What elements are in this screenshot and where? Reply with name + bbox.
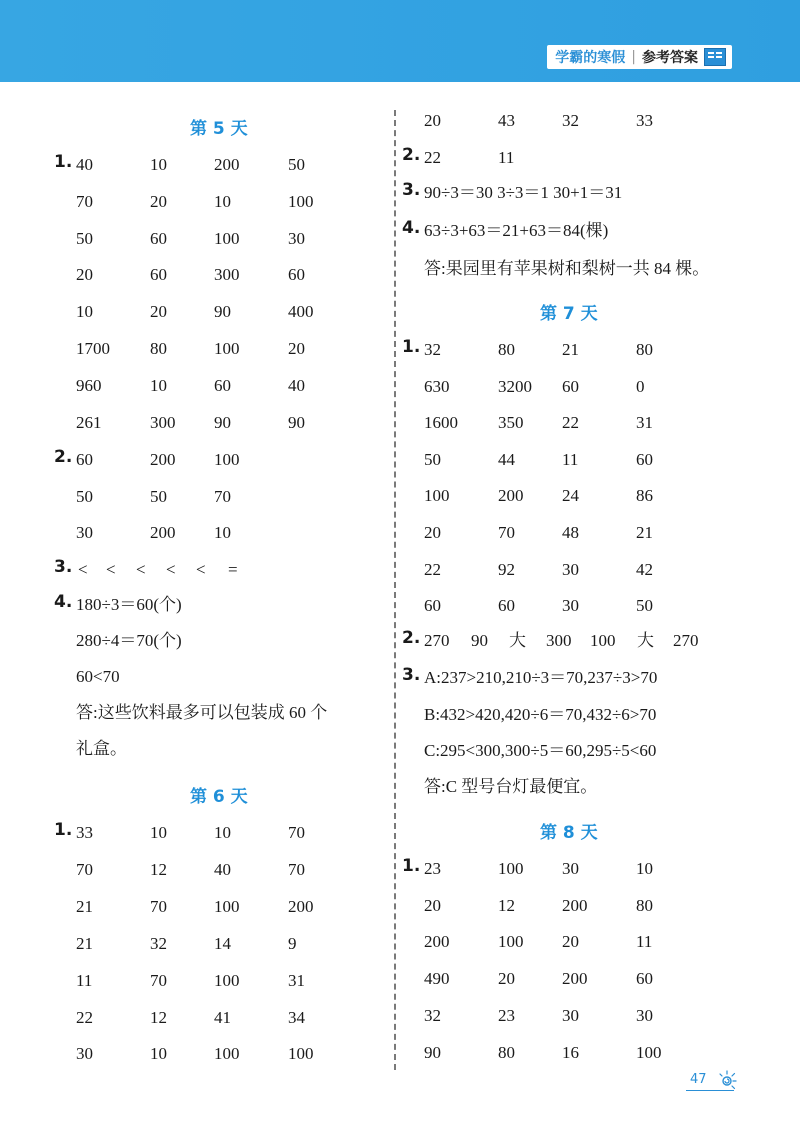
answer-cell: 400 [288,302,314,322]
answer-cell: 20 [150,191,167,211]
answer-cell: 12 [150,1007,167,1027]
answer-cell: 50 [150,486,167,506]
answer-cell: 10 [636,859,653,878]
answer-cell: 41 [214,1007,231,1027]
answer-cell: 200 [498,486,524,506]
answer-cell: 100 [424,486,450,506]
answer-cell: 60 [424,596,441,616]
column-divider [394,110,396,1070]
header-tag [547,45,732,69]
answer-cell: 11 [562,449,579,469]
answer-cell: 90 [471,631,488,650]
answer-cell: 23 [498,1005,515,1025]
answer-line: 答:这些饮料最多可以包装成 60 个 [76,703,328,722]
answer-cell: 100 [214,970,240,990]
answer-cell: 60 [76,450,93,469]
answer-cell: 34 [288,1007,305,1027]
answer-line: B:432>420,420÷6＝70,432÷6>70 [424,705,657,724]
answer-cell: 100 [498,932,524,952]
answer-cell: 10 [150,155,167,174]
answer-cell: 30 [76,1044,93,1064]
day5-title: 第 5 天 [190,119,248,139]
answer-cell: 33 [636,111,653,130]
answer-cell: 50 [636,596,653,616]
answer-cell: 32 [562,111,579,130]
book-series-title: 学霸的寒假 [555,50,626,66]
answer-cell: 630 [424,376,450,396]
answer-cell: 大 [637,631,654,650]
answer-cell: 100 [636,1042,662,1062]
answer-cell: 11 [76,970,93,990]
answer-cell: 20 [150,302,167,322]
answer-line: 180÷3＝60(个) [76,595,182,614]
answer-cell: 80 [150,339,167,358]
page-number: 47 [690,1072,707,1087]
answer-cell: 20 [288,339,305,358]
answer-cell: 50 [76,486,93,506]
answer-cell: 350 [498,413,524,433]
answer-cell: 20 [424,111,441,130]
answer-cell: 10 [214,191,231,211]
answer-cell: 86 [636,486,653,506]
answer-line: C:295<300,300÷5＝60,295÷5<60 [424,741,657,760]
answer-cell: 44 [498,449,515,469]
answer-cell: 490 [424,969,450,989]
answer-cell: 50 [424,449,441,469]
answer-cell: 90 [214,302,231,322]
answer-cell: 200 [150,450,176,469]
answer-cell: 22 [76,1007,93,1027]
answer-cell: 10 [214,523,231,542]
answer-cell: 100 [288,1044,314,1064]
answer-cell: 80 [498,1042,515,1062]
answer-cell: 70 [150,970,167,990]
section-title: 参考答案 [642,50,698,66]
answer-cell: 30 [562,559,579,579]
answer-cell: 30 [562,596,579,616]
answer-cell: 100 [214,1044,240,1064]
answer-cell: < [196,560,206,579]
answer-cell: 70 [76,191,93,211]
day8-title: 第 8 天 [540,823,598,843]
answer-cell: 21 [76,933,93,953]
answer-cell: 300 [150,412,176,432]
answer-cell: 33 [76,823,93,842]
answer-cell: = [228,560,238,579]
answer-cell: 300 [214,265,240,285]
answer-cell: 1600 [424,413,458,433]
answer-cell: 261 [76,412,102,432]
answer-cell: 32 [424,340,441,359]
answer-cell: 70 [498,523,515,542]
question-number: 1. [402,856,421,876]
answer-cell: 100 [498,859,524,878]
answer-cell: 31 [636,413,653,433]
question-number: 1. [402,337,421,357]
answer-line: 60<70 [76,667,120,686]
answer-line: 63÷3+63＝21+63＝84(棵) [424,221,609,240]
answer-line: 答:果园里有苹果树和梨树一共 84 棵。 [424,259,710,278]
answer-cell: 12 [150,859,167,879]
answer-cell: 30 [636,1005,653,1025]
answer-cell: < [78,560,88,579]
answer-cell: 32 [424,1005,441,1025]
answer-cell: 10 [76,302,93,322]
question-number: 4. [54,592,73,612]
answer-cell: 80 [498,340,515,359]
answer-cell: 100 [590,631,616,650]
answer-cell: 32 [150,933,167,953]
answer-cell: 200 [214,155,240,174]
answer-cell: 11 [498,148,515,167]
answer-cell: 80 [636,340,653,359]
answer-cell: 3200 [498,376,532,396]
answer-cell: 50 [288,155,305,174]
answer-cell: 30 [76,523,93,542]
answer-cell: 70 [288,859,305,879]
answer-cell: 40 [214,859,231,879]
answer-cell: 100 [214,228,240,248]
answer-cell: 48 [562,523,579,542]
answer-cell: 10 [150,375,167,395]
answer-cell: 270 [673,631,699,650]
answer-cell: 90 [424,1042,441,1062]
answer-cell: 22 [562,413,579,433]
answer-cell: 20 [424,895,441,915]
answer-cell: 100 [214,339,240,358]
answer-cell: 30 [562,1005,579,1025]
question-number: 1. [54,152,73,172]
answer-cell: 20 [562,932,579,952]
header-band [0,0,800,82]
answer-cell: 200 [288,896,314,916]
answer-cell: 60 [498,596,515,616]
answer-line: 90÷3＝30 3÷3＝1 30+1＝31 [424,183,623,202]
answer-cell: 960 [76,375,102,395]
answer-cell: 100 [214,896,240,916]
answer-cell: 80 [636,895,653,915]
answer-cell: 16 [562,1042,579,1062]
answer-cell: 42 [636,559,653,579]
answer-cell: < [106,560,116,579]
question-number: 1. [54,820,73,840]
header-separator: | [631,49,636,65]
answer-cell: 60 [636,449,653,469]
answer-cell: 21 [76,896,93,916]
book-icon [704,48,726,66]
question-number: 3. [402,665,421,685]
answer-cell: 60 [150,228,167,248]
question-number: 3. [402,180,421,200]
answer-cell: 100 [214,450,240,469]
answer-cell: 200 [562,969,588,989]
sun-swirl-icon [718,1070,738,1090]
answer-cell: 0 [636,376,645,396]
answer-cell: 300 [546,631,572,650]
answer-cell: 20 [424,523,441,542]
answer-cell: 10 [150,823,167,842]
answer-cell: 1700 [76,339,110,358]
answer-cell: 大 [509,631,526,650]
question-number: 2. [54,447,73,467]
day7-title: 第 7 天 [540,304,598,324]
answer-cell: 30 [288,228,305,248]
answer-cell: < [166,560,176,579]
answer-cell: 60 [214,375,231,395]
answer-cell: 90 [214,412,231,432]
answer-cell: 21 [636,523,653,542]
question-number: 4. [402,218,421,238]
answer-cell: 10 [150,1044,167,1064]
answer-cell: 40 [288,375,305,395]
answer-cell: 10 [214,823,231,842]
answer-cell: 23 [424,859,441,878]
answer-cell: 40 [76,155,93,174]
answer-cell: 21 [562,340,579,359]
answer-cell: 92 [498,559,515,579]
answer-cell: 30 [562,859,579,878]
answer-cell: 12 [498,895,515,915]
answer-cell: 22 [424,559,441,579]
answer-cell: 50 [76,228,93,248]
answer-cell: 22 [424,148,441,167]
answer-cell: 200 [424,932,450,952]
answer-line: 答:C 型号台灯最便宜。 [424,777,598,796]
answer-line: 280÷4＝70(个) [76,631,182,650]
answer-cell: 31 [288,970,305,990]
answer-cell: 20 [498,969,515,989]
answer-cell: 70 [288,823,305,842]
question-number: 2. [402,145,421,165]
answer-cell: < [136,560,146,579]
answer-cell: 9 [288,933,297,953]
answer-cell: 60 [150,265,167,285]
day6-title: 第 6 天 [190,787,248,807]
answer-cell: 100 [288,191,314,211]
answer-cell: 270 [424,631,450,650]
answer-line: 礼盒。 [76,739,127,758]
question-number: 2. [402,628,421,648]
answer-cell: 200 [562,895,588,915]
answer-cell: 11 [636,932,653,952]
question-number: 3. [54,557,73,577]
page-number-underline [686,1090,734,1091]
answer-cell: 70 [214,486,231,506]
answer-cell: 200 [150,523,176,542]
answer-cell: 90 [288,412,305,432]
answer-cell: 60 [636,969,653,989]
answer-cell: 60 [288,265,305,285]
answer-cell: 70 [150,896,167,916]
answer-cell: 60 [562,376,579,396]
answer-cell: 14 [214,933,231,953]
answer-cell: 24 [562,486,579,506]
answer-cell: 43 [498,111,515,130]
answer-cell: 70 [76,859,93,879]
answer-line: A:237>210,210÷3＝70,237÷3>70 [424,668,658,687]
answer-cell: 20 [76,265,93,285]
